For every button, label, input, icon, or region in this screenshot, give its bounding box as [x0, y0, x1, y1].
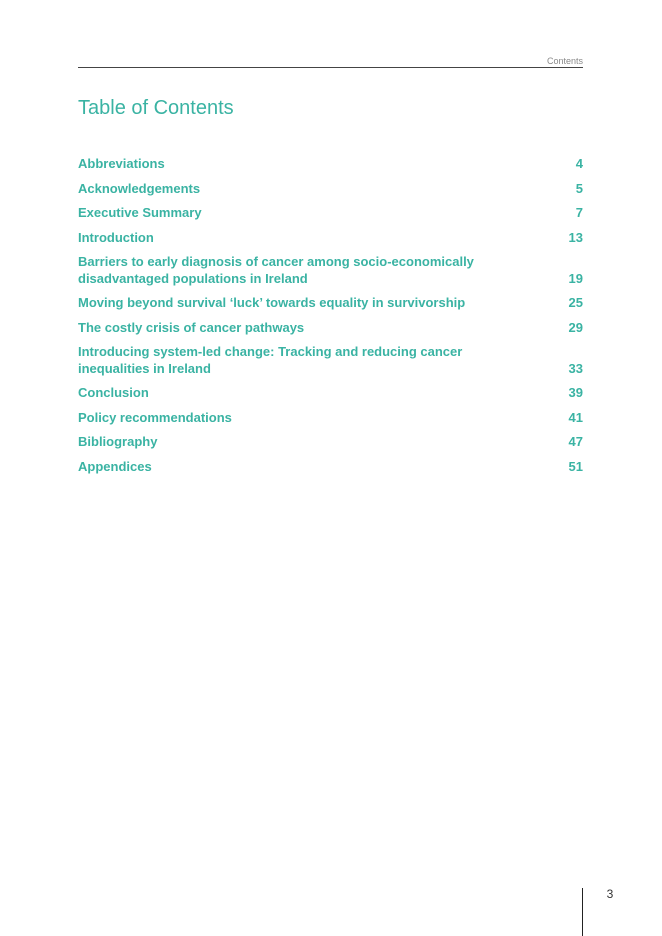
toc-entry-page: 29	[568, 319, 583, 335]
toc-entry-page: 4	[575, 156, 583, 171]
toc-entry-title: Introducing system-led change: Tracking and reducing cancer inequalities in Ireland	[78, 344, 463, 376]
toc-entry-title: Conclusion	[78, 385, 149, 400]
toc-entry-abbreviations[interactable]	[78, 156, 583, 173]
toc-entry-system-led-change[interactable]	[78, 344, 583, 377]
toc-entry-barriers[interactable]	[78, 254, 583, 287]
toc-entry-title: Abbreviations	[78, 156, 165, 171]
footer-divider	[582, 888, 583, 936]
toc-entry-title: Policy recommendations	[78, 409, 232, 425]
toc-entry-page: 25	[568, 295, 583, 310]
toc-entry-executive-summary[interactable]	[78, 205, 583, 222]
toc-entry-introduction[interactable]	[78, 230, 583, 247]
toc-entry-page: 13	[568, 229, 583, 245]
toc-entry-survivorship[interactable]	[78, 295, 583, 312]
toc-entry-bibliography[interactable]	[78, 434, 583, 451]
page-number: 3	[606, 887, 614, 901]
running-header	[78, 56, 583, 68]
toc-entry-page: 7	[575, 205, 583, 220]
toc-entry-page: 5	[575, 180, 583, 196]
toc-entry-page: 51	[568, 458, 583, 474]
toc-entry-title: Moving beyond survival ‘luck’ towards equality in survivorship	[78, 295, 466, 310]
toc-entry-page: 19	[568, 270, 583, 286]
toc-entry-title: Barriers to early diagnosis of cancer among socio-economically disadvantaged populations in Ireland	[78, 254, 474, 286]
toc-list	[78, 156, 583, 483]
toc-entry-title: Bibliography	[78, 434, 158, 449]
page-title: Table of Contents	[78, 97, 234, 119]
toc-entry-cancer-pathways[interactable]	[78, 320, 583, 337]
toc-entry-page: 47	[568, 434, 583, 449]
toc-entry-policy-recommendations[interactable]	[78, 410, 583, 427]
toc-entry-page: 41	[568, 409, 583, 425]
toc-entry-appendices[interactable]	[78, 459, 583, 476]
running-header-label: Contents	[546, 56, 583, 66]
toc-entry-title: Acknowledgements	[78, 180, 201, 196]
toc-entry-title: The costly crisis of cancer pathways	[78, 319, 305, 335]
toc-entry-title: Appendices	[78, 458, 152, 474]
toc-entry-acknowledgements[interactable]	[78, 181, 583, 198]
toc-entry-page: 39	[568, 385, 583, 400]
toc-entry-page: 33	[568, 360, 583, 376]
toc-entry-title: Executive Summary	[78, 205, 202, 220]
toc-entry-conclusion[interactable]	[78, 385, 583, 402]
toc-entry-title: Introduction	[78, 229, 154, 245]
